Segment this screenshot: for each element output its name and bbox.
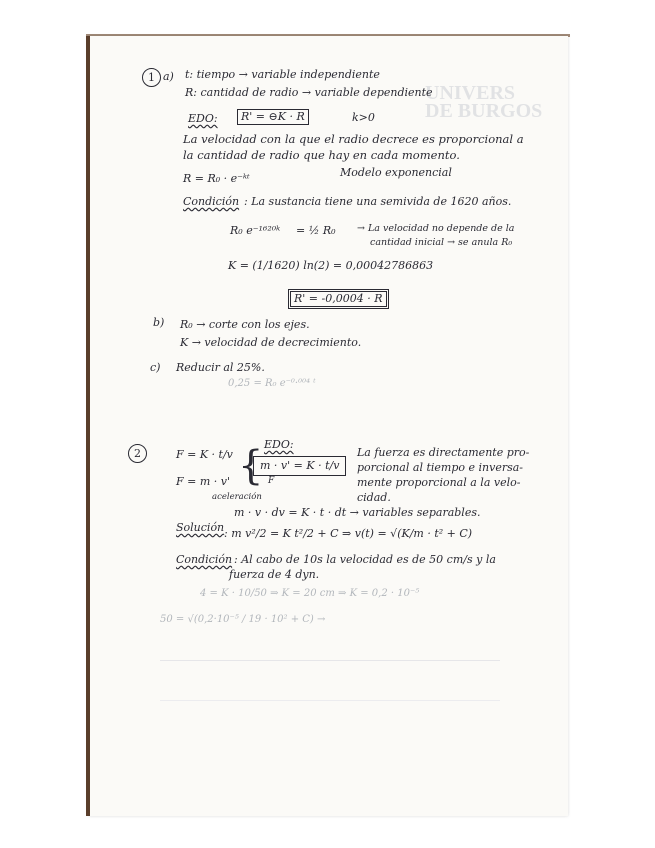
k-condition: k>0: [352, 111, 375, 124]
description-line-1: La fuerza es directamente pro-: [357, 446, 530, 459]
paper-left-edge: [86, 36, 90, 816]
calculation-pencil-2: 50 = √(0,2·10⁻⁵ / 19 · 10² + C) →: [160, 614, 326, 625]
edo-equation-box: R' = ⊖K · R: [237, 109, 309, 125]
brace-symbol: {: [238, 443, 264, 489]
edo-equation-box-2: m · v' = K · t/v: [253, 456, 346, 476]
half-life-lhs: R₀ e⁻¹⁶²⁰ᵏ: [230, 224, 281, 237]
solution-label: Solución: [176, 521, 225, 534]
calculation-pencil-1: 4 = K · 10/50 ⇒ K = 20 cm ⇒ K = 0,2 · 10⁻⁵: [200, 588, 420, 599]
variable-r-line: R: cantidad de radio → variable dependiente: [185, 86, 433, 99]
bleed-through-text: UNIVERS: [425, 82, 516, 104]
problem-number-1: 1: [142, 68, 161, 87]
final-equation-box: R' = -0,0004 · R: [288, 289, 389, 309]
part-label-c: c): [150, 361, 161, 374]
model-equation: R = R₀ · e⁻ᵏᵗ: [183, 172, 250, 185]
part-label-a: a): [163, 70, 174, 83]
edo-label-2: EDO:: [264, 438, 294, 451]
model-label: Modelo exponencial: [340, 166, 452, 179]
explanation-line-2: la cantidad de radio que hay en cada momento.: [183, 148, 460, 162]
bleed-through-line: [160, 700, 500, 701]
explanation-line-1: La velocidad con la que el radio decrece es proporcional a: [183, 132, 524, 146]
condition-text: : La sustancia tiene una semivida de 1620 años.: [244, 195, 512, 208]
condition-line-1: : Al cabo de 10s la velocidad es de 50 cm/s y la: [234, 553, 496, 566]
separable-equation: m · v · dv = K · t · dt → variables separables.: [234, 506, 481, 519]
description-line-2: porcional al tiempo e inversa-: [357, 461, 524, 474]
half-life-note-2: cantidad inicial → se anula R₀: [370, 237, 513, 248]
force-equation-2: F = m · v': [176, 475, 231, 488]
force-equation-1: F = K · t/v: [176, 448, 233, 461]
solution-equation: : m v²/2 = K t²/2 + C ⇒ v(t) = √(K/m · t² + C): [224, 527, 473, 540]
condition-label: Condición: [183, 195, 240, 208]
acceleration-note: aceleración: [212, 492, 262, 502]
problem-number-2: 2: [128, 444, 147, 463]
condition-label-2: Condición: [176, 553, 233, 566]
description-line-3: mente proporcional a la velo-: [357, 476, 521, 489]
k-value-equation: K = (1/1620) ln(2) = 0,00042786863: [228, 259, 434, 272]
edo-subscript: F: [268, 476, 275, 486]
part-label-b: b): [153, 316, 165, 329]
edo-label: EDO:: [188, 112, 218, 125]
c-equation-pencil: 0,25 = R₀ e⁻⁰·⁰⁰⁴ ᵗ: [228, 378, 316, 389]
half-life-note-1: → La velocidad no depende de la: [357, 223, 515, 234]
condition-line-2: fuerza de 4 dyn.: [229, 568, 320, 581]
bleed-through-text: DE BURGOS: [425, 100, 543, 122]
b-line-1: R₀ → corte con los ejes.: [180, 318, 310, 331]
variable-t-line: t: tiempo → variable independiente: [185, 68, 380, 81]
description-line-4: cidad.: [357, 491, 391, 504]
b-line-2: K → velocidad de decrecimiento.: [180, 336, 362, 349]
c-line-1: Reducir al 25%.: [176, 361, 265, 374]
half-life-rhs: = ½ R₀: [296, 224, 336, 237]
bleed-through-line: [160, 660, 500, 661]
